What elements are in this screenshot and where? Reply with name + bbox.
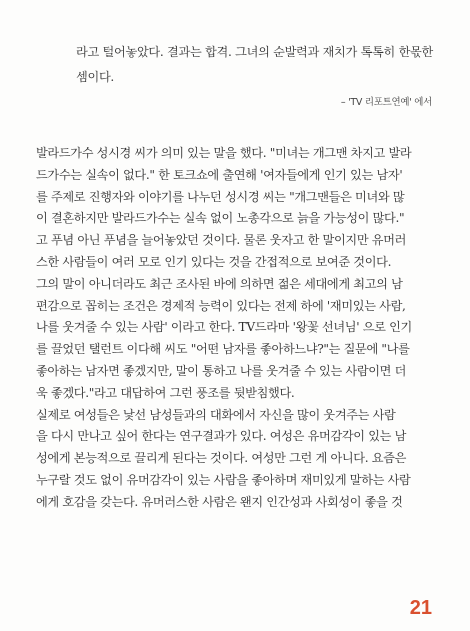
text-line: 고 푸념 아닌 푸념을 늘어놓았던 것이다. 물론 웃자고 한 말이지만 유머러 [36,233,407,248]
text-line: 발라드가수 성시경 씨가 의미 있는 말을 했다. "미녀는 개그맨 차지고 발라 [36,146,412,160]
body-text [36,143,436,514]
quote-line: 셈이다. [76,70,114,84]
text-line: 이 결혼하지만 발라드가수는 실속 없이 노총각으로 늙을 가능성이 많다." [36,211,405,226]
quote-line: 라고 털어놓았다. 결과는 합격. 그녀의 순발력과 재치가 톡톡히 한몫한 [76,45,433,59]
text-line: 를 주제로 진행자와 이야기를 나누던 성시경 씨는 "개그맨들은 미녀와 많 [36,189,405,204]
paragraph [36,143,436,274]
text-line: 편감으로 꼽히는 조건은 경제적 능력이 있다는 전제 하에 '재미있는 사람, [36,298,406,313]
text-line: 좋아하는 남자면 좋겠지만, 말이 통하고 나를 웃겨줄 수 있는 사람이면 더 [36,363,407,378]
paragraph [36,405,436,514]
text-line: 스한 사람들이 여러 모로 인기 있다는 것을 간접적으로 보여준 것이다. [36,254,392,269]
paragraph [36,274,436,405]
text-line: 실제로 여성들은 낯선 남성들과의 대화에서 자신을 많이 웃겨주는 사람 [36,407,396,422]
text-line: 를 끌었던 탤런트 이다해 씨도 "어떤 남자를 좋아하느냐?"는 질문에 "나를 [36,342,410,357]
text-line: 에게 호감을 갖는다. 유머러스한 사람은 왠지 인간성과 사회성이 좋을 것 [36,494,403,509]
text-line: 그의 말이 아니더라도 최근 조사된 바에 의하면 젊은 세대에게 최고의 남 [36,276,403,291]
quote-block [76,40,436,90]
quote-source: – 'TV 리포트연예' 에서 [340,97,432,108]
text-line: 성에게 본능적으로 끌리게 된다는 것이다. 여성만 그런 게 아니다. 요즘은 [36,451,407,466]
text-line: 나를 웃겨줄 수 있는 사람' 이라고 한다. TV드라마 '왕꽃 선녀님' 으로 인기 [36,320,412,335]
page-number: 21 [409,597,432,619]
text-line: 누구랄 것도 없이 유머감각이 있는 사람을 좋아하며 재미있게 말하는 사람 [36,472,411,487]
text-line: 을 다시 만나고 싶어 한다는 연구결과가 있다. 여성은 유머감각이 있는 남 [36,429,407,444]
text-line: 욱 좋겠다."라고 대답하여 그런 풍조를 뒷받침했다. [36,385,295,400]
text-line: 드가수는 실속이 없다." 한 토크쇼에 출연해 '여자들에게 인기 있는 남자' [36,167,403,182]
